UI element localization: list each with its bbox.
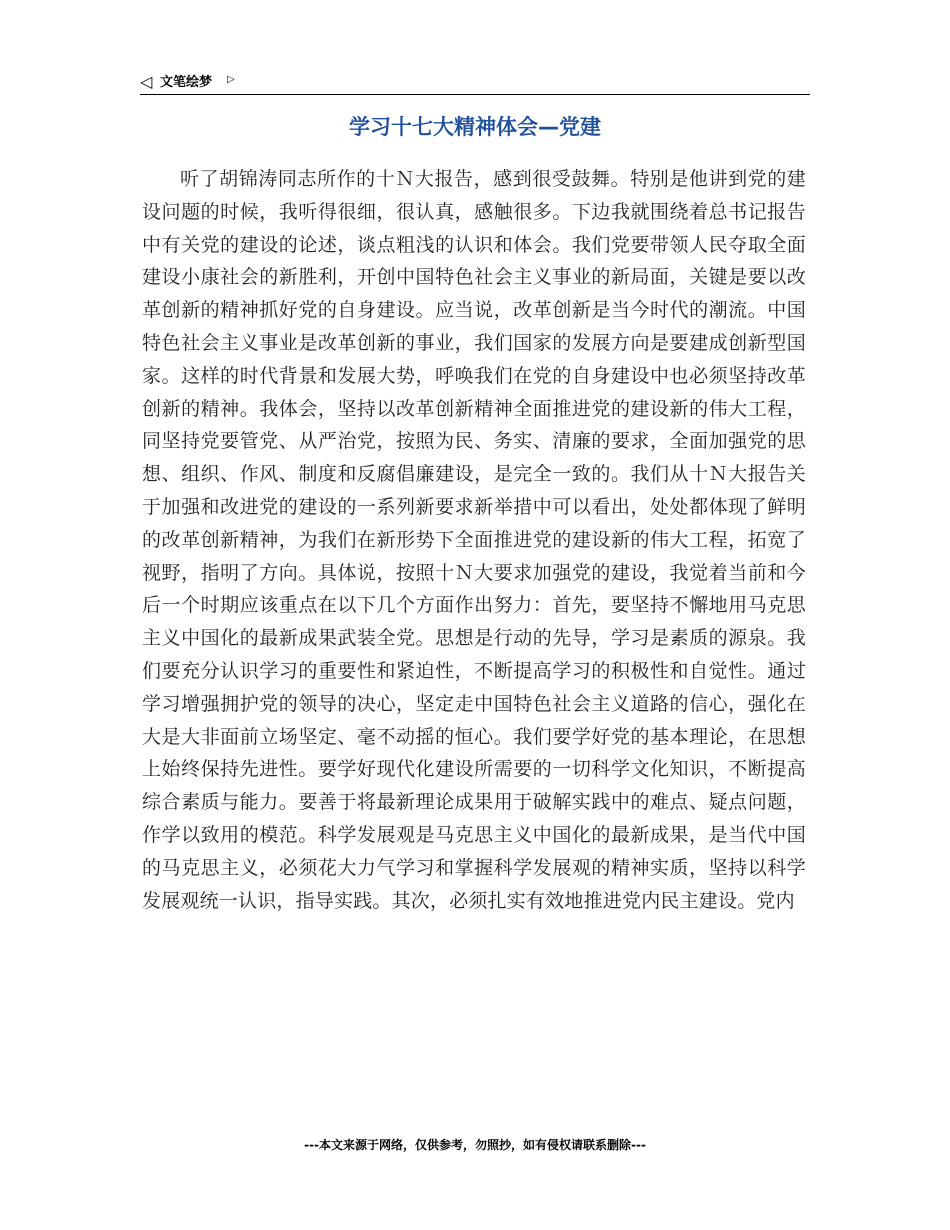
document-body: 听了胡锦涛同志所作的十Ｎ大报告，感到很受鼓舞。特别是他讲到党的建设问题的时候，我听得很细，很认真，感触很多。下边我就围绕着总书记报告中有关党的建设的论述，谈点粗浅的认识和体会。我们党要带领人民夺取全面建设小康社会的新胜利，开创中国特色社会主义事业的新局面，关键是要以改革创新的精神抓好党的自身建设。应当说，改革创新是当今时代的潮流。中国特色社会主义事业是改革创新的事业，我们国家的发展方向是要建成创新型国家。这样的时代背景和发展大势，呼唤我们在党的自身建设中也必须坚持改革创新的精神。我体会，坚持以改革创新精神全面推进党的建设新的伟大工程，同坚持党要管党、从严治党，按照为民、务实、清廉的要求，全面加强党的思想、组织、作风、制度和反腐倡廉建设，是完全一致的。我们从十Ｎ大报告关于加强和改进党的建设的一系列新要求新举措中可以看出，处处都体现了鲜明的改革创新精神，为我们在新形势下全面推进党的建设新的伟大工程，拓宽了视野，指明了方向。具体说，按照十Ｎ大要求加强党的建设，我觉着当前和今后一个时期应该重点在以下几个方面作出努力：首先，要坚持不懈地用马克思主义中国化的最新成果武装全党。思想是行动的先导，学习是素质的源泉。我们要充分认识学习的重要性和紧迫性，不断提高学习的积极性和自觉性。通过学习增强拥护党的领导的决心，坚定走中国特色社会主义道路的信心，强化在大是大非面前立场坚定、毫不动摇的恒心。我们要学好党的基本理论，在思想上始终保持先进性。要学好现代化建设所需要的一切科学文化知识，不断提高综合素质与能力。要善于将最新理论成果用于破解实践中的难点、疑点问题，作学以致用的模范。科学发展观是马克思主义中国化的最新成果，是当代中国的马克思主义，必须花大力气学习和掌握科学发展观的精神实质，坚持以科学发展观统一认识，指导实践。其次，必须扎实有效地推进党内民主建设。党内: [142, 168, 806, 912]
triangle-right-small-icon: ▷: [227, 74, 235, 85]
triangle-left-outline-icon: ◁: [140, 72, 153, 91]
header-brand: 文笔绘梦: [160, 75, 213, 90]
document-title: 学习十七大精神体会—党建: [349, 115, 601, 139]
footer-notice: ---本文来源于网络，仅供参考，勿照抄，如有侵权请联系删除---: [304, 1138, 646, 1152]
page-header: [140, 72, 810, 95]
